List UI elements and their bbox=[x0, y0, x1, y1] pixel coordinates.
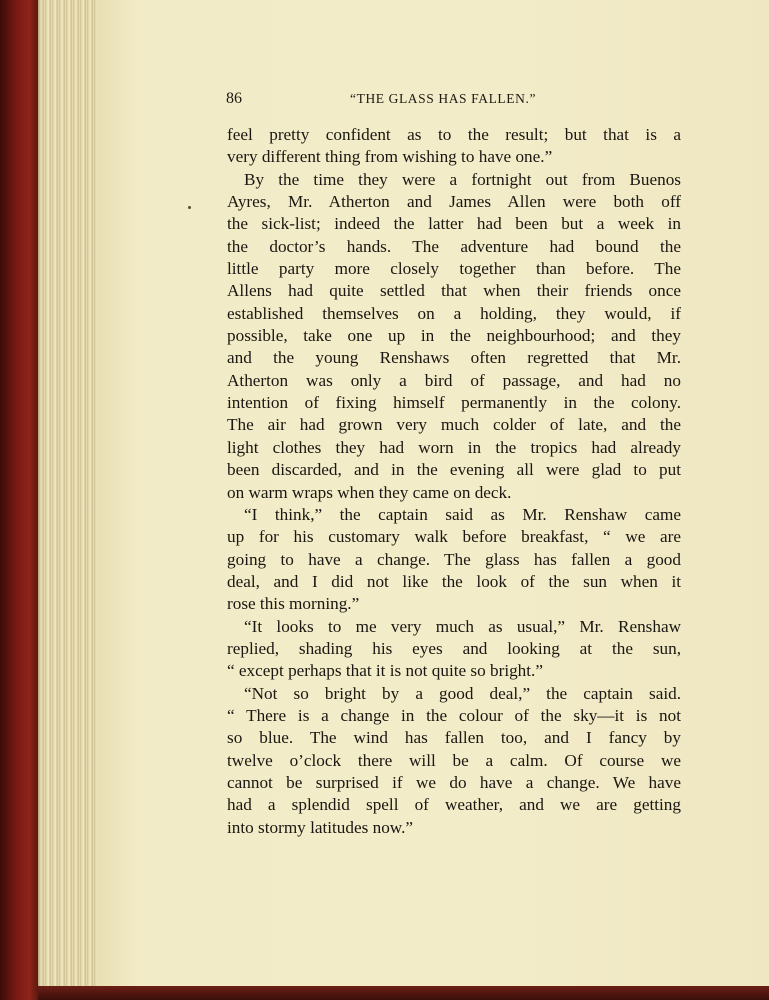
text-line: had a splendid spell of weather, and we are getting bbox=[227, 795, 681, 815]
text-line: rose this morning.” bbox=[227, 594, 360, 614]
text-line: “ except perhaps that it is not quite so bright.” bbox=[227, 661, 543, 681]
text-line: light clothes they had worn in the tropics had already bbox=[227, 437, 681, 457]
text-line: and the young Renshaws often regretted that Mr. bbox=[227, 348, 681, 368]
text-line: the doctor’s hands. The adventure had bound the bbox=[227, 236, 681, 256]
text-line: going to have a change. The glass has fallen a good bbox=[227, 549, 681, 569]
text-line: very different thing from wishing to have one.” bbox=[227, 147, 553, 167]
book-cover-edge bbox=[38, 986, 769, 1000]
text-line: into stormy latitudes now.” bbox=[227, 817, 414, 837]
running-head: “THE GLASS HAS FALLEN.” bbox=[350, 91, 537, 106]
text-line: “ There is a change in the colour of the sky—it is not bbox=[227, 705, 681, 725]
text-line: “I think,” the captain said as Mr. Renshaw came bbox=[244, 504, 681, 524]
text-line: twelve o’clock there will be a calm. Of course we bbox=[227, 750, 681, 770]
text-line: possible, take one up in the neighbourhood; and they bbox=[227, 326, 681, 346]
text-line: the sick-list; indeed the latter had been but a week in bbox=[227, 214, 681, 234]
text-line: Ayres, Mr. Atherton and James Allen were both off bbox=[227, 192, 681, 212]
text-line: Atherton was only a bird of passage, and had no bbox=[227, 370, 681, 390]
text-line: replied, shading his eyes and looking at the sun, bbox=[227, 638, 681, 658]
text-line: cannot be surprised if we do have a change. We have bbox=[227, 772, 681, 792]
text-line: deal, and I did not like the look of the sun when it bbox=[227, 571, 681, 591]
text-line: so blue. The wind has fallen too, and I fancy by bbox=[227, 728, 681, 748]
text-line: established themselves on a holding, they would, if bbox=[227, 303, 681, 323]
text-line: By the time they were a fortnight out from Buenos bbox=[244, 169, 681, 189]
text-line: up for his customary walk before breakfast, “ we are bbox=[227, 527, 681, 547]
paper-speck bbox=[188, 206, 191, 209]
page-header bbox=[226, 90, 686, 112]
page-number: 86 bbox=[226, 90, 242, 107]
body-text bbox=[227, 124, 681, 839]
text-line: Allens had quite settled that when their friends once bbox=[227, 281, 681, 301]
text-line: been discarded, and in the evening all were glad to put bbox=[227, 460, 681, 480]
text-line: intention of fixing himself permanently in the colony. bbox=[227, 393, 681, 413]
text-line: feel pretty confident as to the result; but that is a bbox=[227, 125, 681, 144]
text-line: on warm wraps when they came on deck. bbox=[227, 482, 512, 502]
page-edges bbox=[38, 0, 102, 1000]
text-line: little party more closely together than before. The bbox=[227, 259, 681, 279]
book-binding bbox=[0, 0, 42, 1000]
text-line: “It looks to me very much as usual,” Mr. Renshaw bbox=[244, 616, 681, 636]
text-line: The air had grown very much colder of late, and the bbox=[227, 415, 681, 435]
text-line: “Not so bright by a good deal,” the captain said. bbox=[244, 683, 681, 703]
